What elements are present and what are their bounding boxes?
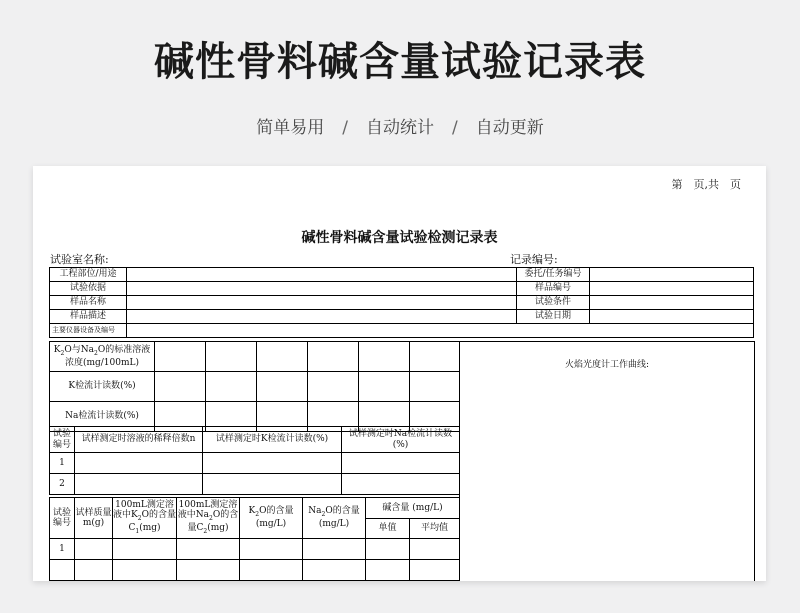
results-table [49,497,460,581]
res-cell[interactable] [113,560,177,581]
res-row-no [50,560,75,581]
dil-cell[interactable] [342,453,460,474]
std-cell[interactable] [359,342,410,372]
sample-name-label: 样品名称 [50,296,127,310]
std-cell[interactable] [155,372,206,402]
std-cell[interactable] [308,342,359,372]
res-na-solution-header: 100mL测定溶液中$Na_2O$的含量$C_2(mg)$ [177,498,240,539]
sample-name-value[interactable] [127,296,517,310]
lab-name-label: 试验室名称: [50,253,109,266]
commission-label: 委托/任务编号 [517,268,590,282]
dil-cell[interactable] [342,474,460,495]
record-sheet [33,166,766,581]
na-reading-label: Na检流计读数(%) [50,402,155,432]
page-number: 第 页,共 页 [671,178,741,191]
res-cell[interactable] [75,560,113,581]
dil-cell[interactable] [75,474,203,495]
dil-na-header: 试样测定时Na检流计读数(%) [342,427,460,453]
res-cell[interactable] [177,539,240,560]
std-cell[interactable] [206,342,257,372]
res-cell[interactable] [410,539,460,560]
res-average-header: 平均值 [410,519,460,539]
dil-row-no: 2 [50,474,75,495]
tag-separator: / [452,118,458,138]
std-cell[interactable] [257,342,308,372]
res-row-no: 1 [50,539,75,560]
sample-no-label: 样品编号 [517,282,590,296]
dil-cell[interactable] [203,474,342,495]
tag-auto-stats: 自动统计 [366,118,434,138]
std-cell[interactable] [410,342,460,372]
res-cell[interactable] [240,560,303,581]
basis-value[interactable] [127,282,517,296]
working-curve-label: 火焰光度计工作曲线: [564,360,650,370]
dil-row-no: 1 [50,453,75,474]
sheet-title: 碱性骨料碱含量试验检测记录表 [301,230,498,246]
res-test-no-header: 试验编号 [50,498,75,539]
sample-no-value[interactable] [590,282,754,296]
commission-value[interactable] [590,268,754,282]
res-cell[interactable] [75,539,113,560]
dept-value[interactable] [127,268,517,282]
standard-table [49,341,460,432]
res-cell[interactable] [113,539,177,560]
test-date-label: 试验日期 [517,310,590,324]
std-cell[interactable] [155,342,206,372]
res-cell[interactable] [303,539,366,560]
dilution-table [49,426,460,495]
res-cell[interactable] [240,539,303,560]
info-table [49,267,754,338]
dept-label: 工程部位/用途 [50,268,127,282]
test-date-value[interactable] [590,310,754,324]
record-number-label: 记录编号: [510,253,558,266]
equipment-value[interactable] [127,324,754,338]
res-single-header: 单值 [366,519,410,539]
conditions-label: 试验条件 [517,296,590,310]
equipment-label: 主要仪器设备及编号 [50,324,127,338]
res-cell[interactable] [366,560,410,581]
feature-tags [0,113,800,138]
std-cell[interactable] [257,372,308,402]
res-k2o-header: $K_2O$的含量(mg/L) [240,498,303,539]
std-cell[interactable] [410,372,460,402]
dil-cell[interactable] [75,453,203,474]
page-title: 碱性骨料碱含量试验记录表 [154,39,646,85]
basis-label: 试验依据 [50,282,127,296]
res-alkali-header: 碱含量 (mg/L) [366,498,460,519]
conditions-value[interactable] [590,296,754,310]
tag-easy: 简单易用 [256,118,325,138]
sample-desc-label: 样品描述 [50,310,127,324]
res-cell[interactable] [177,560,240,581]
std-conc-label: $K_2O$与$Na_2O$的标准溶液浓度(mg/100mL) [50,342,155,372]
tag-separator: / [342,118,348,138]
tag-auto-update: 自动更新 [475,118,544,138]
working-curve-area[interactable] [459,341,755,581]
dil-cell[interactable] [203,453,342,474]
res-na2o-header: $Na_2O$的含量(mg/L) [303,498,366,539]
dil-k-header: 试样测定时K检流计读数(%) [203,427,342,453]
std-cell[interactable] [308,372,359,402]
dil-factor-header: 试样测定时溶液的稀释倍数n [75,427,203,453]
res-cell[interactable] [366,539,410,560]
res-cell[interactable] [410,560,460,581]
std-cell[interactable] [206,372,257,402]
res-mass-header: 试样质量m(g) [75,498,113,539]
k-reading-label: K检流计读数(%) [50,372,155,402]
sample-desc-value[interactable] [127,310,517,324]
dil-test-no-header: 试验编号 [50,427,75,453]
std-cell[interactable] [359,372,410,402]
res-k-solution-header: 100mL测定溶液中$K_2O$的含量$C_1(mg)$ [113,498,177,539]
res-cell[interactable] [303,560,366,581]
